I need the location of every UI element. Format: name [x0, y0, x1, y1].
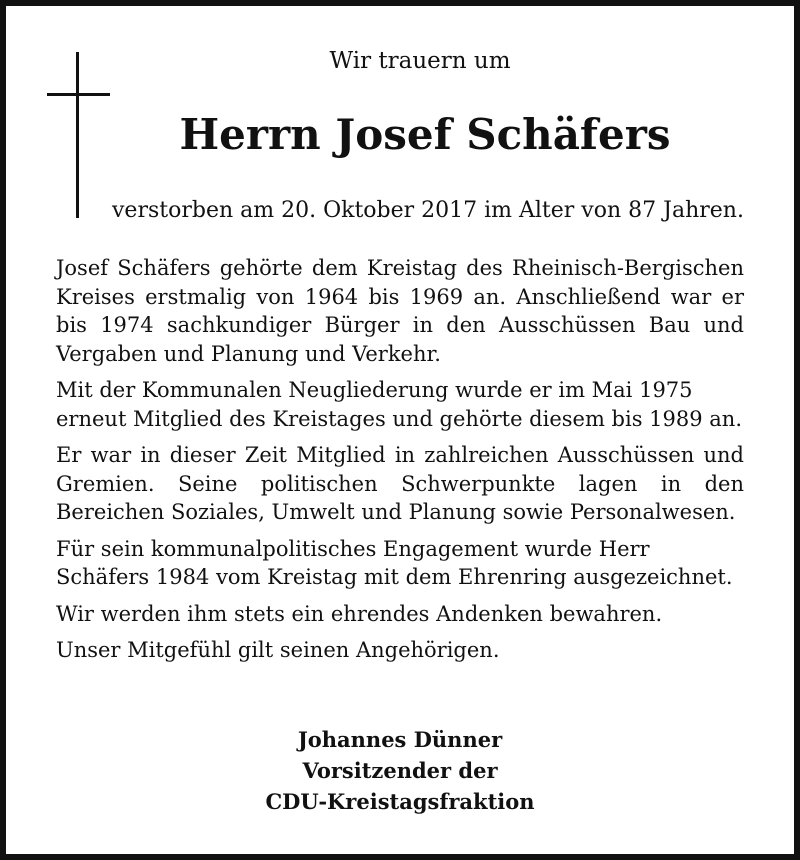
signature-block: [200, 724, 600, 817]
mourning-intro: Wir trauern um: [329, 48, 511, 74]
paragraph-committees: Er war in dieser Zeit Mitglied in zahlreichen Ausschüssen und Gremien. Seine politischen Schwerpunkte lagen in den Bereichen Soziales, Umwelt und Planung sowie Personalwesen.: [56, 443, 744, 524]
signatory-title-line2: CDU-Kreistagsfraktion: [265, 789, 535, 814]
paragraph-reorganization: Mit der Kommunalen Neugliederung wurde er im Mai 1975 erneut Mitglied des Kreistages und gehörte diesem bis 1989 an.: [56, 378, 743, 431]
death-date-line: verstorben am 20. Oktober 2017 im Alter von 87 Jahren.: [112, 198, 744, 223]
obituary-text: [56, 254, 744, 673]
paragraph-condolence: Unser Mitgefühl gilt seinen Angehörigen.: [56, 638, 500, 662]
signatory-title-line1: Vorsitzender der: [302, 758, 498, 783]
cross-horizontal-bar: [47, 93, 110, 96]
signatory-name: Johannes Dünner: [297, 727, 503, 752]
cross-vertical-bar: [76, 52, 79, 218]
paragraph-honor: Für sein kommunalpolitisches Engagement wurde Herr Schäfers 1984 vom Kreistag mit dem Ehrenring ausgezeichnet.: [56, 536, 733, 589]
paragraph-career-start: Josef Schäfers gehörte dem Kreistag des Rheinisch-Bergischen Kreises erstmalig von 1964 bis 1969 an. Anschließend war er bis 1974 sachkundiger Bürger in den Ausschüssen Bau und Vergaben und Planung und Verkehr.: [56, 256, 744, 366]
deceased-name: Herrn Josef Schäfers: [179, 110, 671, 159]
paragraph-remembrance: Wir werden ihm stets ein ehrendes Andenken bewahren.: [56, 601, 663, 626]
